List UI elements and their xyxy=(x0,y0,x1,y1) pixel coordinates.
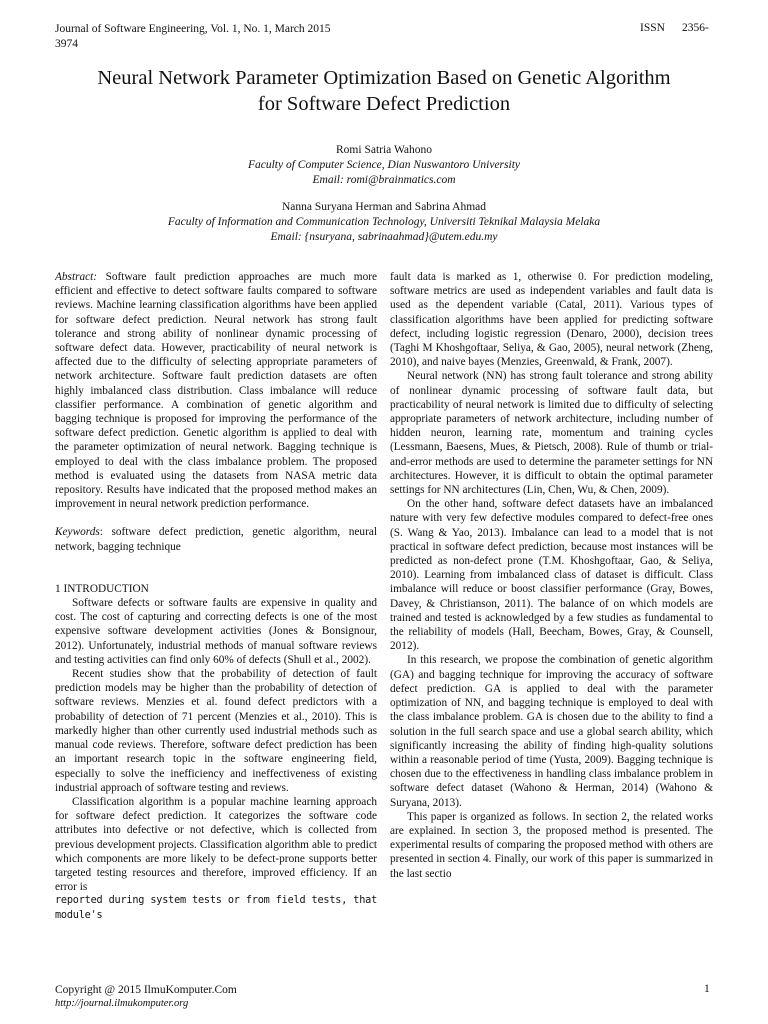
issn-label: ISSN xyxy=(640,22,665,34)
keywords-label: Keywords xyxy=(55,526,100,539)
abstract-label: Abstract: xyxy=(55,271,98,283)
right-paragraph-5: This paper is organized as follows. In section 2, the related works are explained. In section 3, the proposed method is presented. The experimental results of comparing the proposed method with others are presented in section 4. Finally, our work of this paper is summarized in the last sectio xyxy=(390,810,713,880)
author-affiliation: Faculty of Information and Communication Technology, Universiti Teknikal Malaysia Melaka xyxy=(167,216,601,228)
title-line-1: Neural Network Parameter Optimization Based on Genetic Algorithm xyxy=(97,67,671,89)
page-footer xyxy=(55,983,237,1011)
abstract xyxy=(55,270,377,511)
author-block-1 xyxy=(40,143,728,188)
intro-paragraph-3-tail: reported during system tests or from field tests, that module's xyxy=(55,895,377,921)
author-email: Email: {nsuryana, sabrinaahmad}@utem.edu.my xyxy=(270,231,498,243)
keywords xyxy=(55,525,377,553)
author-block-2 xyxy=(40,200,728,245)
intro-paragraph-2: Recent studies show that the probability of detection of fault prediction models may be higher than the probability of detection of software reviews. Menzies et al. found defect predictors with a probability of detection of 71 percent (Menzies et al., 2010). This is markedly higher than other currently used industrial methods such as manual code reviews. Therefore, software defect prediction has been an important research topic in the software engineering field, especially to solve the inefficiency and ineffectiveness of existing industrial approach of software testing and reviews. xyxy=(55,668,377,794)
journal-header xyxy=(55,22,385,52)
section-heading-introduction: 1 INTRODUCTION xyxy=(55,582,149,595)
author-affiliation: Faculty of Computer Science, Dian Nuswantoro University xyxy=(247,159,521,171)
author-name: Romi Satria Wahono xyxy=(336,144,432,156)
author-email: Email: romi@brainmatics.com xyxy=(312,174,456,186)
right-column xyxy=(390,270,713,881)
left-column xyxy=(55,270,377,923)
footer-url[interactable]: http://journal.ilmukomputer.org xyxy=(55,998,189,1009)
intro-paragraph-1: Software defects or software faults are expensive in quality and cost. The cost of capturing and correcting defects is one of the most expensive software development activities (Jones & Bonsignour, 2012). Unfortunately, industrial methods of manual software reviews and testing activities can find only 60% of defects (Shull et al., 2002). xyxy=(55,597,377,666)
author-name: Nanna Suryana Herman and Sabrina Ahmad xyxy=(281,201,487,213)
right-paragraph-4: In this research, we propose the combination of genetic algorithm (GA) and bagging technique for improving the accuracy of software defect prediction. GA is applied to deal with the parameter optimization of NN, and bagging technique is employed to deal with the class imbalance problem. GA is chosen due to the ability to find a solution in the full search space and use a global search ability, which significantly increasing the ability of finding high-quality solutions within a reasonable period of time (Yusta, 2009). Bagging technique is chosen due to the effectiveness in handling class imbalance problem in software defect dataset (Wahono & Herman, 2014) (Wahono & Suryana, 2013). xyxy=(390,654,713,809)
paper-title xyxy=(40,65,728,117)
page-number: 1 xyxy=(704,983,710,995)
right-paragraph-1: fault data is marked as 1, otherwise 0. For prediction modeling, software metrics are used as independent variables and fault data is used as the dependent variable (Catal, 2011). Various types of classification algorithms have been applied for predicting software defect, including logistic regression (Denaro, 2000), decision trees (Taghi M Khoshgoftaar, Seliya, & Gao, 2005), neural network (Zheng, 2010), and naive bayes (Menzies, Greenwald, & Frank, 2007). xyxy=(390,271,713,369)
journal-citation: Journal of Software Engineering, Vol. 1, No. 1, March 2015 xyxy=(55,23,331,35)
intro-paragraph-3: Classification algorithm is a popular machine learning approach for software defect prediction. It categorizes the software code attributes into defective or not defective, which is collected from previous development projects. Classification algorithm able to predict which components are more likely to be defect-prone supports better targeted testing resources and therefore, improved efficiency. If an error is xyxy=(55,795,377,894)
issn-number-continued: 3974 xyxy=(55,38,78,50)
right-paragraph-2: Neural network (NN) has strong fault tolerance and strong ability of nonlinear dynamic processing of software fault data, but practicability of neural network is limited due to difficulty of selecting appropriate parameters of network architecture, including number of hidden neuron, learning rate, momentum and training cycles (Lessmann, Baesens, Mues, & Pietsch, 2008). Rule of thumb or trial-and-error methods are used to determine the parameter settings for NN architectures. However, it is difficult to obtain the optimal parameter settings for NN architectures (Lin, Chen, Wu, & Chen, 2009). xyxy=(390,370,713,497)
abstract-text: Software fault prediction approaches are much more efficient and effective to detect software faults compared to software reviews. Machine learning classification algorithms have been applied for software defect prediction. Neural network has strong fault tolerance and strong ability of nonlinear dynamic processing of software defect data. However, practicability of neural network is affected due to the difficulty of selecting appropriate parameters of network architecture. Software fault prediction datasets are often highly imbalanced class distribution. Class imbalance will reduce classifier performance. A combination of genetic algorithm and bagging technique is proposed for improving the performance of the software defect prediction. Genetic algorithm is applied to deal with the parameter optimization of neural network. Bagging technique is employed to deal with the class imbalance problem. The proposed method is evaluated using the datasets from NASA metric data repository. Results have indicated that the proposed method makes an improvement in neural network prediction performance. xyxy=(55,271,377,511)
right-paragraph-3: On the other hand, software defect datasets have an imbalanced nature with very few defective modules compared to defect-free ones (S. Wang & Yao, 2013). Imbalance can lead to a model that is not practical in software defect prediction, because most instances will be predicted as non-defect prone (T.M. Khoshgoftaar, Gao, & Seliya, 2010). Learning from imbalanced class of dataset is difficult. Class imbalance will reduce or boost classifier performance (Gray, Bowes, Davey, & Christianson, 2011). The balance of on which models are trained and tested is acknowledged by a few studies as fundamental to the reliability of models (Hall, Beecham, Bowes, Gray, & Counsell, 2012). xyxy=(390,498,713,653)
issn-number: 2356- xyxy=(682,22,709,34)
title-line-2: for Software Defect Prediction xyxy=(257,93,511,115)
footer-copyright: Copyright @ 2015 IlmuKomputer.Com xyxy=(55,984,237,996)
keywords-text: : software defect prediction, genetic algorithm, neural network, bagging technique xyxy=(55,526,377,553)
